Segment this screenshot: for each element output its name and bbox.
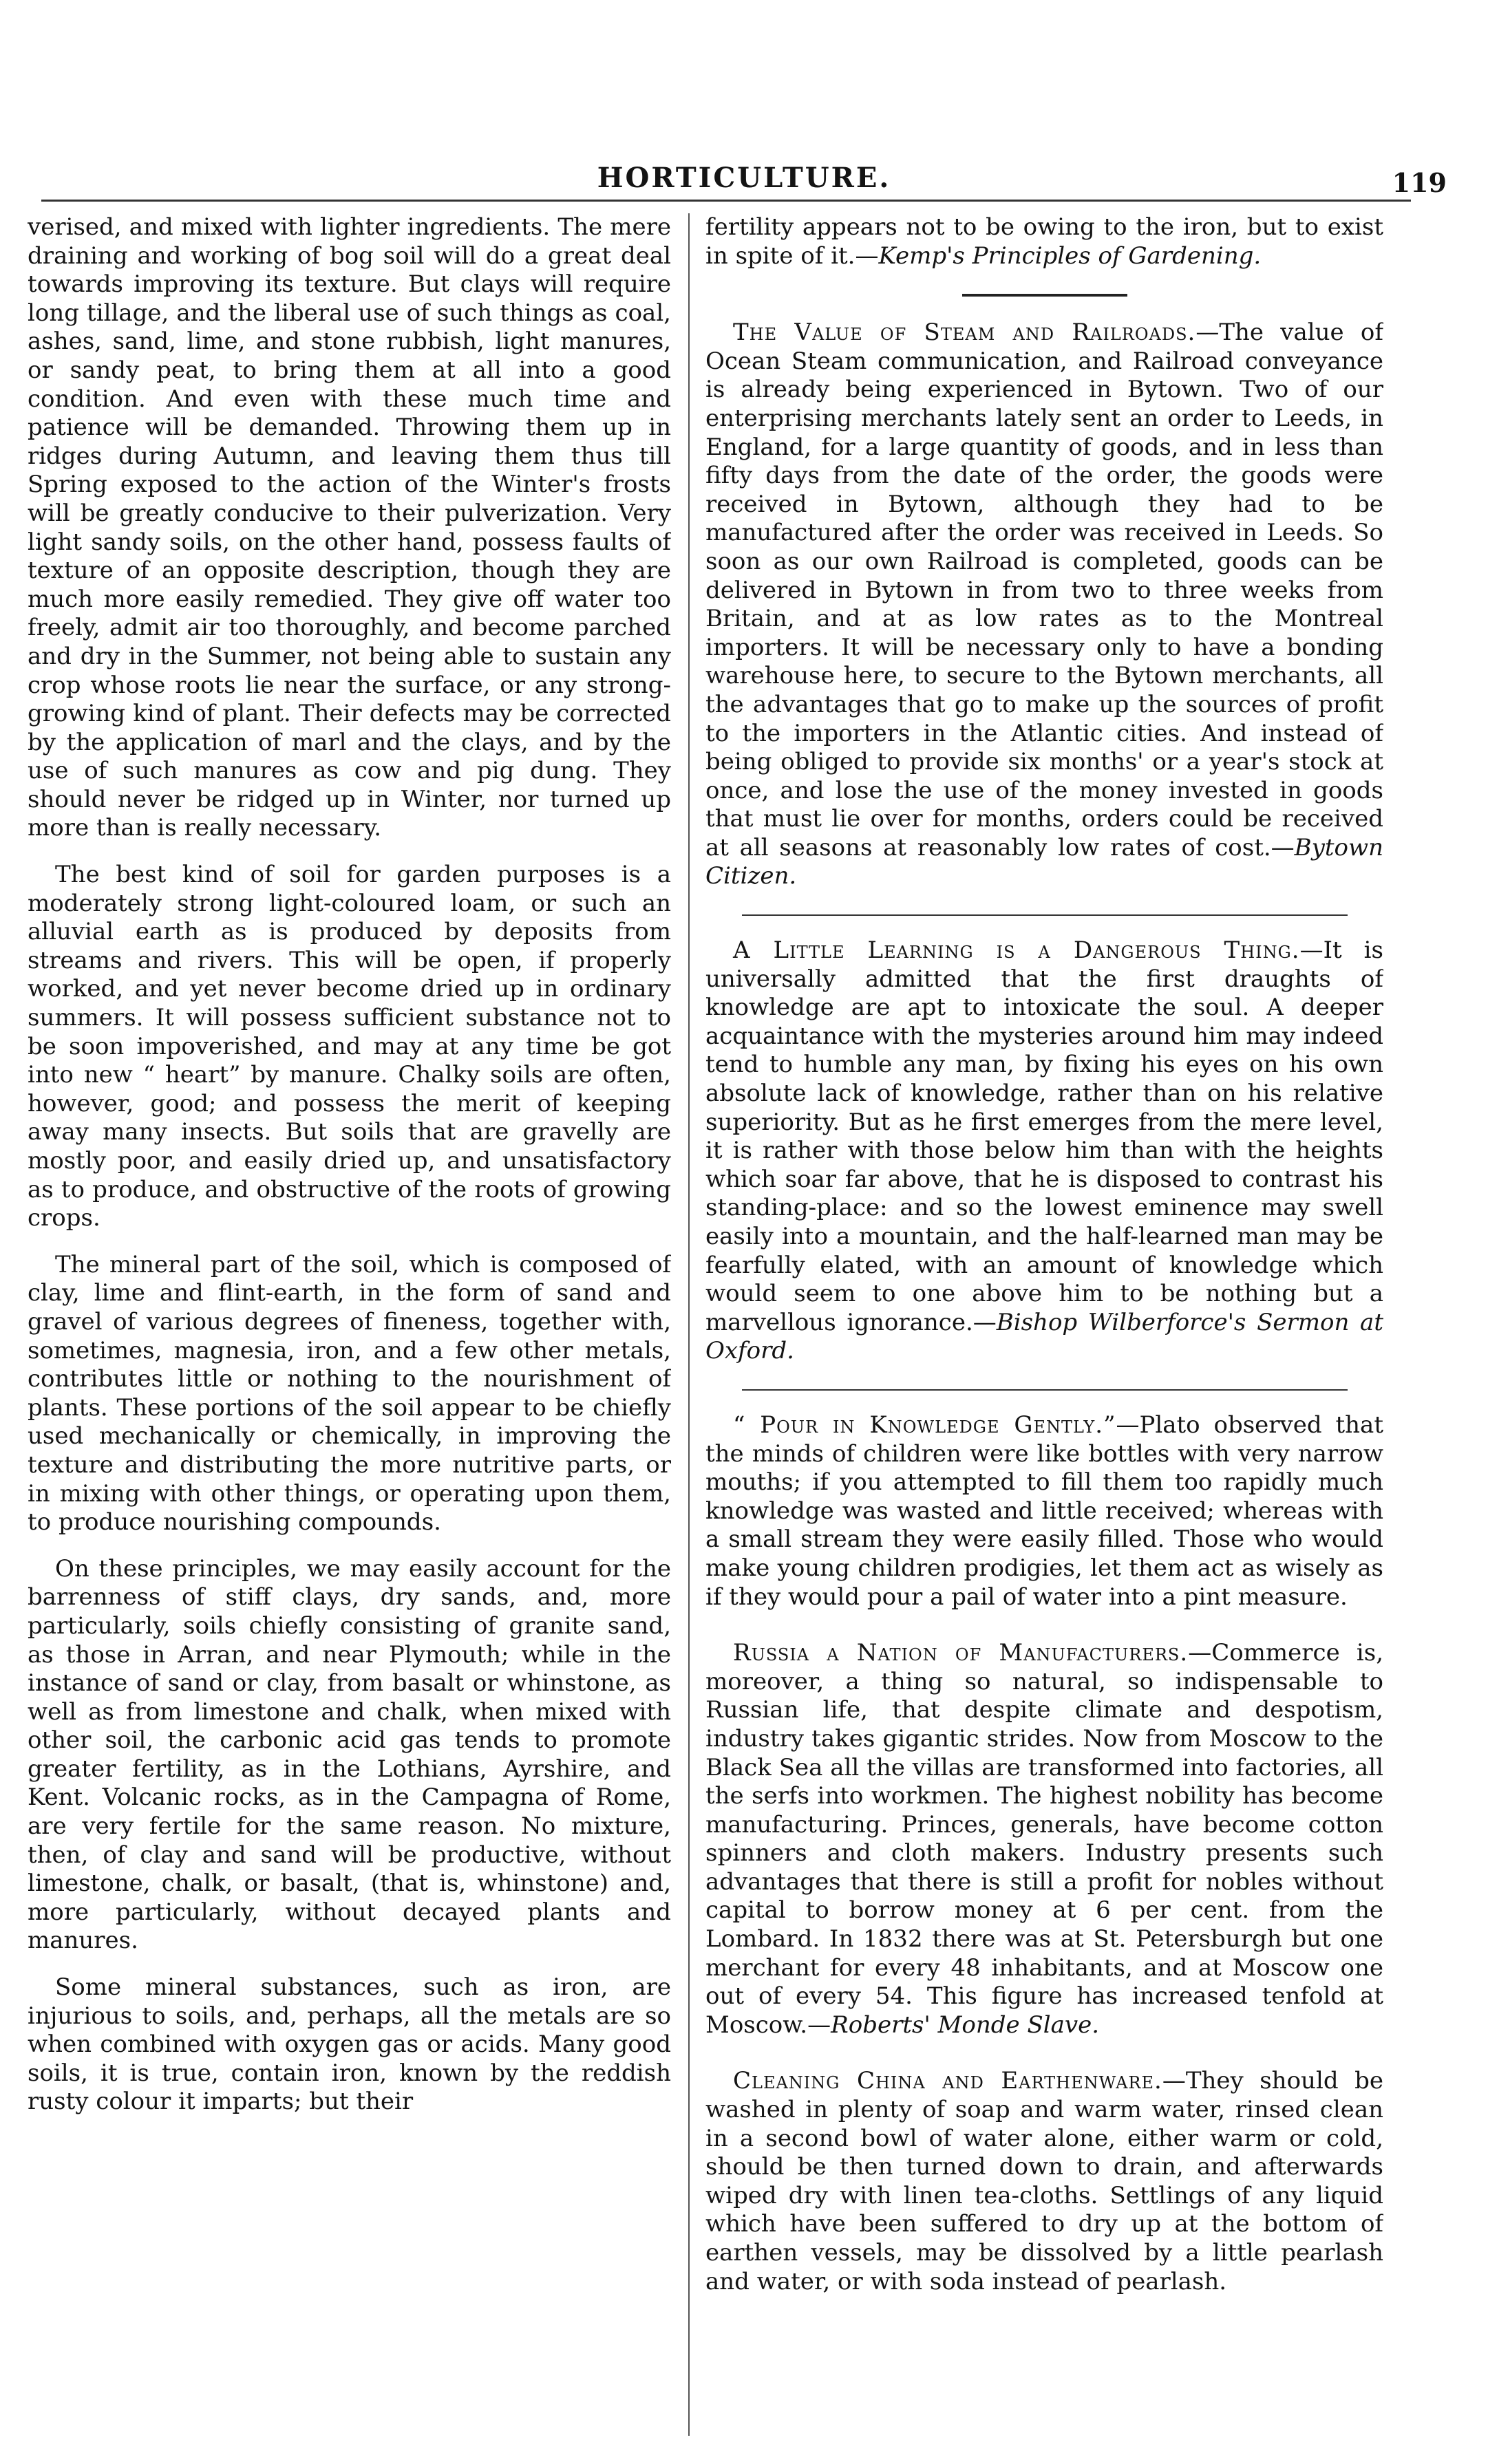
paragraph-best-soil: The best kind of soil for garden purposes is a moderately strong light-coloured loam, or such an alluvial earth as is produced by deposits from streams and rivers. This will be open, if properly worked, and yet never become dried up in ordinary summers. It will possess sufficient substance not to be soon impoverished, and may at any time be got into new “ heart” by manure. Chalky soils are often, however, good; and possess the merit of keeping away many insects. But soils that are gravelly are mostly poor, and easily dried up, and unsatisfactory as to produce, and obstructive of the roots of growing crops. bbox=[28, 861, 671, 1232]
section-rule bbox=[742, 914, 1348, 916]
paragraph-clay-soils: verised, and mixed with lighter ingredients. The mere draining and working of bog soil will do a great deal towards improving its texture. But clays will require long tillage, and the liberal use of such things as coal, ashes, sand, lime, and stone rubbish, light manures, or sandy peat, to bring them at all into a good condition. And even with these much time and patience will be demanded. Throwing them up in ridges during Autumn, and leaving them thus till Spring exposed to the action of the Winter's frosts will be greatly conducive to their pulverization. Very light sandy soils, on the other hand, possess faults of texture of an opposite description, though they are much more easily remedied. They give off water too freely, admit air too thoroughly, and become parched and dry in the Summer, not being able to sustain any crop whose roots lie near the surface, or any strong-growing kind of plant. Their defects may be corrected by the application of marl and the clays, and by the use of such manures as cow and pig dung. They should never be ridged up in Winter, nor turned up more than is really necessary. bbox=[28, 213, 671, 842]
section-rule bbox=[962, 294, 1127, 297]
article-pour-knowledge bbox=[705, 1411, 1383, 1611]
article-little-learning bbox=[705, 936, 1383, 1366]
article-fertility bbox=[705, 213, 1383, 270]
article-cleaning-china bbox=[705, 2067, 1383, 2296]
article-title-learning: A Little Learning is a Dangerous Thing. bbox=[733, 936, 1300, 965]
header-rule bbox=[41, 200, 1411, 202]
citation-kemp: Kemp's Principles of Gardening. bbox=[878, 242, 1262, 270]
paragraph-mineral-substances: Some mineral substances, such as iron, are injurious to soils, and, perhaps, all the metals are so when combined with oxygen gas or acids. Many good soils, it is true, contain iron, known by the reddish rusty colour it imparts; but their bbox=[28, 1973, 671, 2116]
article-body-china: —They should be washed in plenty of soap and warm water, rinsed clean in a second bowl of water alone, either warm or cold, should be then turned down to drain, and afterwards wiped dry with linen tea-cloths. Settlings of any liquid which have been suffered to dry up at the bottom of earthen vessels, may be dissolved by a little pearlash and water, or with soda instead of pearlash. bbox=[705, 2067, 1383, 2295]
fertility-text: fertility appears not to be owing to the iron, but to exist in spite of it.— bbox=[705, 213, 1383, 270]
running-title: HORTICULTURE. bbox=[597, 162, 891, 194]
article-title-china: Cleaning China and Earthenware. bbox=[733, 2067, 1162, 2095]
article-body-pour: —Plato observed that the minds of children were like bottles with very narrow mouths; if you attempted to fill them too rapidly much knowledge was wasted and little received; whereas with a small stream they were easily filled. Those who would make young children prodigies, let them act as wisely as if they would pour a pail of water into a pint measure. bbox=[705, 1411, 1383, 1611]
article-steam-railroads bbox=[705, 319, 1383, 891]
article-title-pour: “ Pour in Knowledge Gently.” bbox=[733, 1411, 1116, 1439]
article-title-russia: Russia a Nation of Manufacturers. bbox=[733, 1639, 1189, 1667]
paragraph-principles: On these principles, we may easily account for the barrenness of stiff clays, dry sands, and, more particularly, soils chiefly consisting of granite sand, as those in Arran, and near Plymouth; while in the instance of sand or clay, from basalt or whinstone, as well as from limestone and chalk, when mixed with other soil, the carbonic acid gas tends to promote greater fertility, as in the Lothians, Ayrshire, and Kent. Volcanic rocks, as in the Campagna of Rome, are very fertile for the same reason. No mixture, then, of clay and sand will be productive, without limestone, chalk, or basalt, (that is, whinstone) and, more particularly, without decayed plants and manures. bbox=[28, 1554, 671, 1955]
article-russia bbox=[705, 1639, 1383, 2039]
section-rule bbox=[742, 1389, 1348, 1391]
article-body-learning: —It is universally admitted that the first draughts of knowledge are apt to intoxicate the soul. A deeper acquaintance with the mysteries around him may indeed tend to humble any man, by fixing his eyes on his own absolute lack of knowledge, rather than on his relative superiority. But as he first emerges from the mere level, it is rather with those below him than with the heights which soar far above, that he is disposed to contrast his standing-place: and so the lowest eminence may swell easily into a mountain, and the half-learned man may be fearfully elated, with an amount of knowledge which would seem to one above him to be nothing but a marvellous ignorance.— bbox=[705, 936, 1383, 1336]
left-column bbox=[28, 213, 671, 2436]
paragraph-mineral-part: The mineral part of the soil, which is composed of clay, lime and flint-earth, in the form of sand and gravel of various degrees of fineness, together with, sometimes, magnesia, iron, and a few other metals, contributes little or nothing to the nourishment of plants. These portions of the soil appear to be chiefly used mechanically or chemically, in improving the texture and distributing the more nutritive parts, or in mixing with other things, or operating upon them, to produce nourishing compounds. bbox=[28, 1250, 671, 1536]
column-divider bbox=[688, 213, 690, 2436]
page-number: 119 bbox=[1392, 167, 1447, 198]
article-body-russia: —Commerce is, moreover, a thing so natural, so indispensable to Russian life, that despite climate and despotism, industry takes gigantic strides. Now from Moscow to the Black Sea all the villas are transformed into factories, all the serfs into workmen. The highest nobility has become manufacturing. Princes, generals, have become cotton spinners and cloth makers. Industry presents such advantages that there is still a profit for nobles without capital to borrow money at 6 per cent. from the Lombard. In 1832 there was at St. Petersburgh but one merchant for every 48 inhabitants, and at Moscow one out of every 54. This figure has increased tenfold at Moscow.— bbox=[705, 1639, 1383, 2039]
citation-wilberforce: Bishop Wilberforce's Sermon at Oxford. bbox=[705, 1308, 1383, 1365]
running-head bbox=[28, 162, 1460, 203]
citation-roberts: Roberts' Monde Slave. bbox=[831, 2011, 1100, 2039]
right-column bbox=[705, 213, 1383, 2436]
citation-bytown: Bytown Citizen. bbox=[705, 833, 1383, 890]
article-title-steam: The Value of Steam and Railroads. bbox=[733, 319, 1196, 347]
article-body-steam: —The value of Ocean Steam communication, and Railroad conveyance is already being experienced in Bytown. Two of our enterprising merchants lately sent an order to Leeds, in England, for a large quantity of goods, and in less than fifty days from the date of the order, the goods were received in Bytown, although they had to be manufactured after the order was received in Leeds. So soon as our own Railroad is completed, goods can be delivered in Bytown in from two to three weeks from Britain, and at as low rates as to the Montreal importers. It will be necessary only to have a bonding warehouse here, to secure to the Bytown merchants, all the advantages that go to make up the sources of profit to the importers in the Atlantic cities. And instead of being obliged to provide six months' or a year's stock at once, and lose the use of the money invested in goods that must lie over for months, orders could be received at all seasons at reasonably low rates of cost.— bbox=[705, 319, 1383, 861]
